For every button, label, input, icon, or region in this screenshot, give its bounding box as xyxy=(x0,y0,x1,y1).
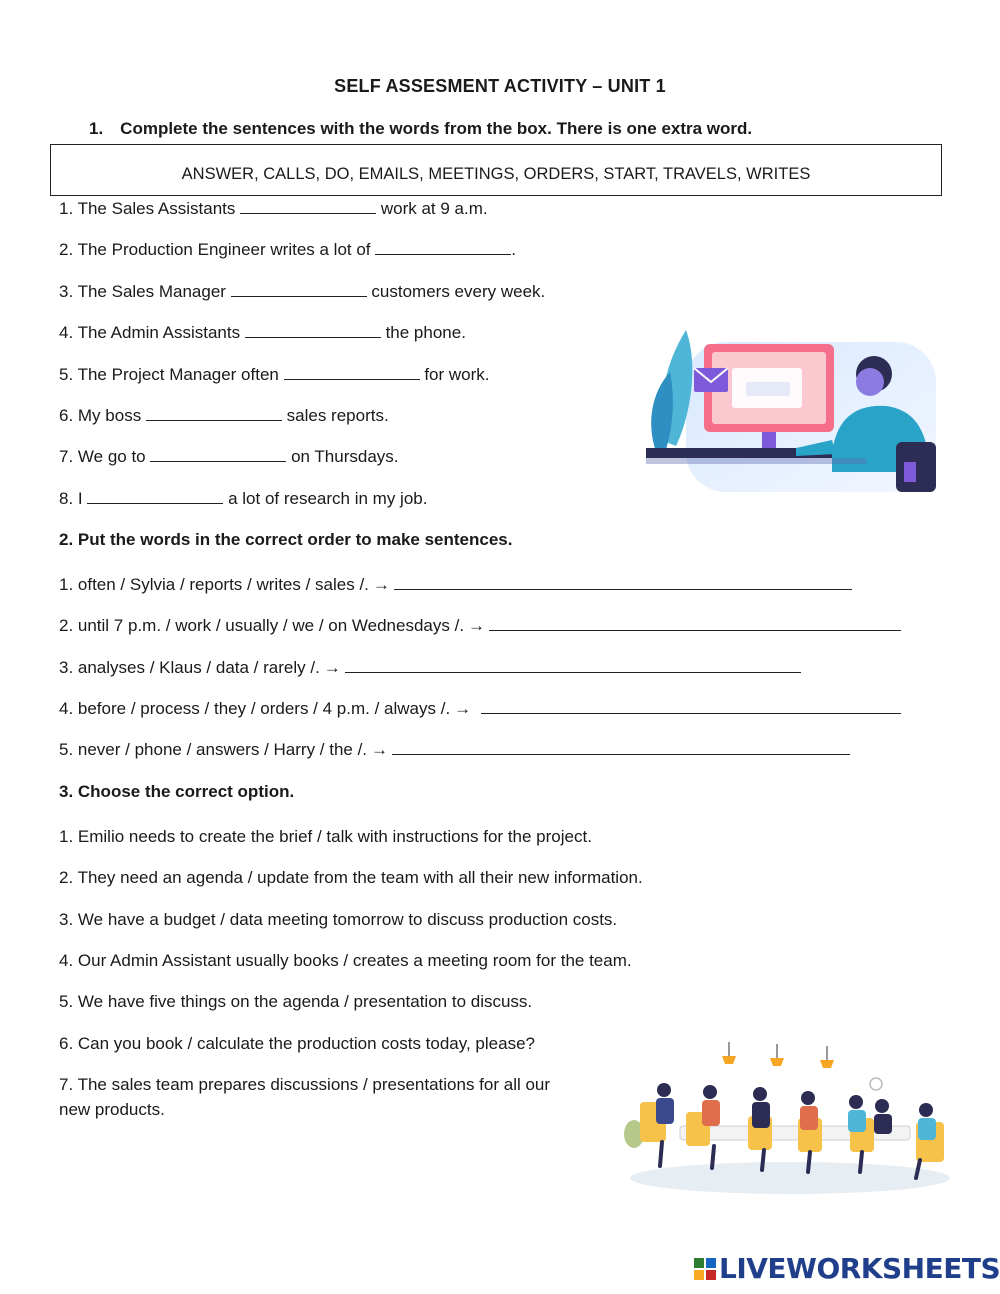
logo-grid-icon xyxy=(694,1258,716,1280)
liveworksheets-logo xyxy=(694,1254,1000,1284)
arrow-right-icon: → xyxy=(371,740,389,759)
page-title: SELF ASSESMENT ACTIVITY – UNIT 1 xyxy=(334,76,666,96)
s3-item-1: 1. Emilio needs to create the brief / talk with instructions for the project. xyxy=(59,827,592,846)
s2-item-5: 5. never / phone / answers / Harry / the /. → xyxy=(59,740,850,760)
answer-line[interactable] xyxy=(345,658,801,673)
arrow-right-icon: → xyxy=(372,575,390,594)
arrow-right-icon: → xyxy=(454,699,472,718)
s3-item-3: 3. We have a budget / data meeting tomorrow to discuss production costs. xyxy=(59,910,618,929)
word-box-text: ANSWER, CALLS, DO, EMAILS, MEETINGS, ORDERS, START, TRAVELS, WRITES xyxy=(181,164,811,183)
s1-item-3: 3. The Sales Manager customers every week. xyxy=(59,282,546,301)
s2-item-1: 1. often / Sylvia / reports / writes / sales /. → xyxy=(59,575,852,595)
s1-item-8: 8. I a lot of research in my job. xyxy=(59,489,428,508)
s3-item-7: 7. The sales team prepares discussions / presentations for all our xyxy=(59,1075,551,1094)
office-worker-illustration xyxy=(646,322,942,506)
s3-item-7-cont: new products. xyxy=(59,1100,165,1119)
answer-blank[interactable] xyxy=(245,323,381,338)
answer-blank[interactable] xyxy=(87,489,223,504)
arrow-right-icon: → xyxy=(323,658,341,677)
section3-heading: 3. Choose the correct option. xyxy=(59,782,295,801)
answer-blank[interactable] xyxy=(150,447,286,462)
meeting-illustration xyxy=(620,1042,952,1198)
arrow-right-icon: → xyxy=(468,616,486,635)
s2-item-2: 2. until 7 p.m. / work / usually / we / on Wednesdays /. → xyxy=(59,616,901,636)
s2-item-3: 3. analyses / Klaus / data / rarely /. → xyxy=(59,658,801,678)
s3-item-6: 6. Can you book / calculate the production costs today, please? xyxy=(59,1034,535,1053)
answer-blank[interactable] xyxy=(240,199,376,214)
s3-item-2: 2. They need an agenda / update from the team with all their new information. xyxy=(59,868,643,887)
s1-item-7: 7. We go to on Thursdays. xyxy=(59,447,399,466)
answer-blank[interactable] xyxy=(231,282,367,297)
section1-heading: 1. Complete the sentences with the words from the box. There is one extra word. xyxy=(89,119,753,138)
answer-line[interactable] xyxy=(481,699,901,714)
s2-item-4: 4. before / process / they / orders / 4 p.m. / always /. → xyxy=(59,699,901,719)
answer-blank[interactable] xyxy=(146,406,282,421)
answer-line[interactable] xyxy=(394,575,852,590)
answer-blank[interactable] xyxy=(375,240,511,255)
s1-item-4: 4. The Admin Assistants the phone. xyxy=(59,323,466,342)
s1-item-1: 1. The Sales Assistants work at 9 a.m. xyxy=(59,199,488,218)
s1-item-2: 2. The Production Engineer writes a lot of . xyxy=(59,240,516,259)
answer-line[interactable] xyxy=(489,616,901,631)
s3-item-5: 5. We have five things on the agenda / presentation to discuss. xyxy=(59,992,533,1011)
s1-item-5: 5. The Project Manager often for work. xyxy=(59,365,490,384)
answer-line[interactable] xyxy=(392,740,850,755)
section2-heading: 2. Put the words in the correct order to make sentences. xyxy=(59,530,513,549)
answer-blank[interactable] xyxy=(284,365,420,380)
s1-item-6: 6. My boss sales reports. xyxy=(59,406,389,425)
s3-item-4: 4. Our Admin Assistant usually books / creates a meeting room for the team. xyxy=(59,951,632,970)
logo-text: LIVEWORKSHEETS xyxy=(719,1252,1000,1285)
word-box xyxy=(50,144,942,196)
